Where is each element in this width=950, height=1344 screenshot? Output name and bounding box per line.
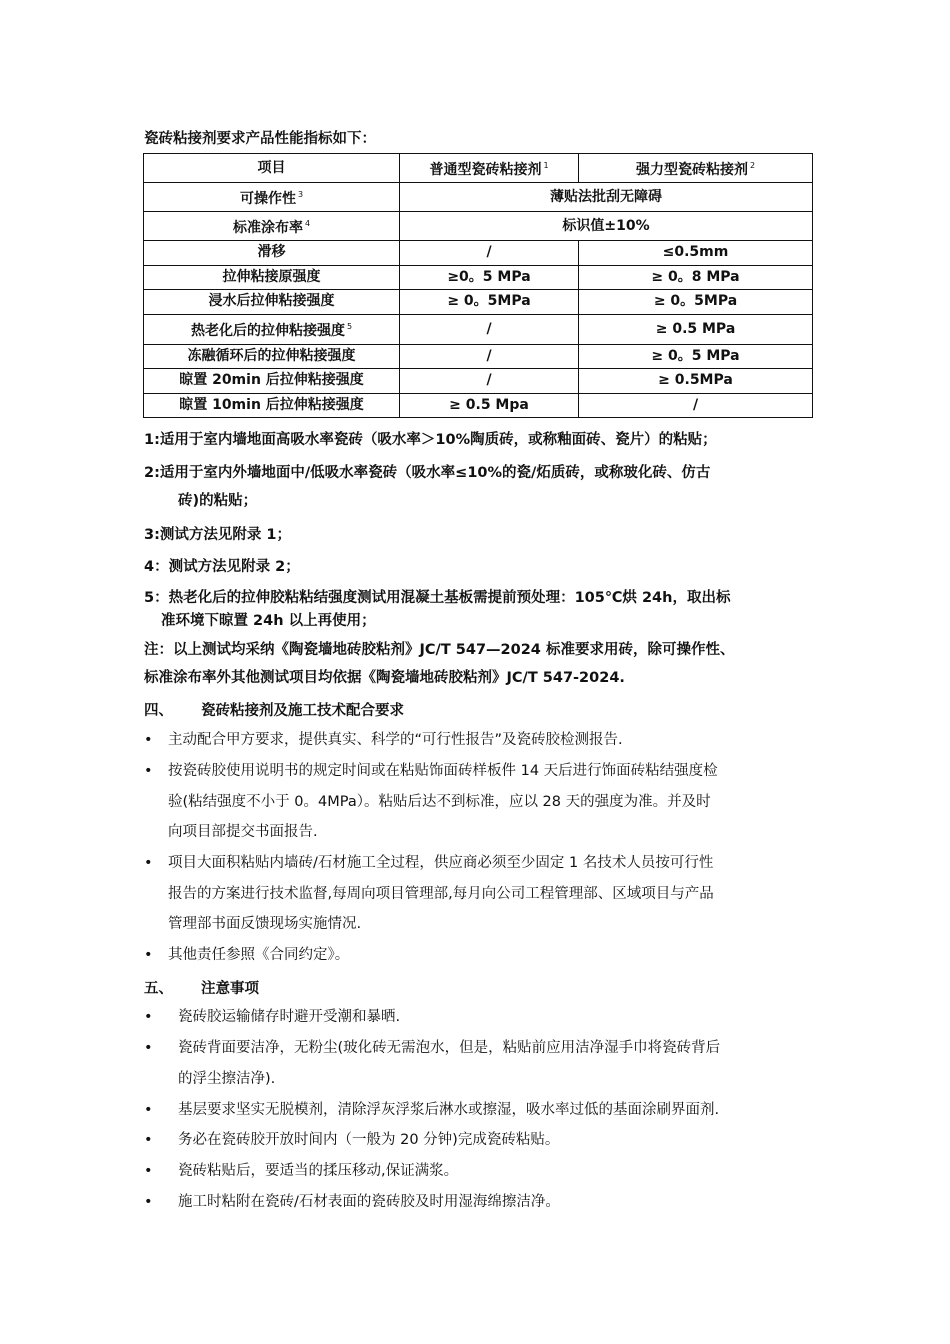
bullet-icon: • — [144, 947, 153, 963]
table-row — [144, 212, 813, 241]
row-item: 可操作性 $^3$ — [144, 183, 400, 212]
row-strong-value: ≥ 0.5MPa — [579, 369, 813, 394]
bullet-icon: • — [144, 732, 153, 748]
list-item: • 按瓷砖胶使用说明书的规定时间或在粘贴饰面砖样板件 14 天后进行饰面砖粘结强度检 验(粘结强度不小于 0。4MPa）。粘贴后达不到标准，应以 28 天的强度为准。并及时 向项目部提交书面报告. — [144, 756, 718, 848]
header-strong: 强力型瓷砖粘接剂 $^2$ — [579, 154, 813, 183]
list-item: • 瓷砖胶运输储存时避开受潮和暴晒. — [144, 1002, 400, 1033]
footnote-3: 3:测试方法见附录 1； — [144, 527, 292, 543]
section-5-title: 注意事项 — [201, 981, 259, 997]
section-4-number: 四、 — [144, 703, 173, 719]
header-normal: 普通型瓷砖粘接剂 $^1$ — [400, 154, 579, 183]
row-item: 浸水后拉伸粘接强度 — [144, 290, 400, 315]
row-strong-value: ≥ 0。5 MPa — [579, 344, 813, 369]
performance-table — [143, 153, 813, 418]
row-strong-value: / — [579, 393, 813, 418]
table-row — [144, 344, 813, 369]
table-row — [144, 369, 813, 394]
row-strong-value: ≤0.5mm — [579, 241, 813, 266]
header-item: 项目 — [144, 154, 400, 183]
footnote-5-line1: 5：热老化后的拉伸胶粘粘结强度测试用混凝土基板需提前预处理：105℃烘 24h，取出标 — [144, 590, 731, 606]
list-item: • 其他责任参照《合同约定》。 — [144, 940, 349, 971]
row-normal-value: / — [400, 344, 579, 369]
row-item: 晾置 20min 后拉伸粘接强度 — [144, 369, 400, 394]
row-merged-value: 标识值±10% — [400, 212, 813, 241]
row-item: 晾置 10min 后拉伸粘接强度 — [144, 393, 400, 418]
list-item: • 主动配合甲方要求，提供真实、科学的“可行性报告”及瓷砖胶检测报告. — [144, 725, 623, 756]
table-row — [144, 393, 813, 418]
row-item: 拉伸粘接原强度 — [144, 265, 400, 290]
row-normal-value: / — [400, 314, 579, 344]
table-row — [144, 241, 813, 266]
bullet-icon: • — [144, 855, 153, 871]
row-item: 冻融循环后的拉伸粘接强度 — [144, 344, 400, 369]
footnote-2-line2: 砖)的粘贴； — [178, 493, 258, 509]
bullet-icon: • — [144, 1132, 153, 1148]
list-item: • 务必在瓷砖胶开放时间内（一般为 20 分钟)完成瓷砖粘贴。 — [144, 1125, 559, 1156]
footnote-2-line1: 2:适用于室内外墙地面中/低吸水率瓷砖（吸水率≤10%的瓷/炻质砖，或称玻化砖、仿古 — [144, 465, 711, 481]
row-normal-value: ≥ 0。5MPa — [400, 290, 579, 315]
row-normal-value: ≥ 0.5 Mpa — [400, 393, 579, 418]
footnote-4: 4：测试方法见附录 2； — [144, 559, 300, 575]
section-5-heading — [144, 977, 259, 998]
row-merged-value: 薄贴法批刮无障碍 — [400, 183, 813, 212]
bullet-icon: • — [144, 1194, 153, 1210]
table-row — [144, 290, 813, 315]
bullet-icon: • — [144, 1102, 153, 1118]
bullet-icon: • — [144, 1040, 153, 1056]
row-normal-value: / — [400, 369, 579, 394]
list-item: • 瓷砖背面要洁净，无粉尘(玻化砖无需泡水，但是，粘贴前应用洁净湿手巾将瓷砖背后 的浮尘擦洁净). — [144, 1033, 720, 1094]
row-strong-value: ≥ 0。5MPa — [579, 290, 813, 315]
list-item: • 基层要求坚实无脱模剂，清除浮灰浮浆后淋水或擦湿，吸水率过低的基面涂刷界面剂. — [144, 1095, 719, 1126]
table-row — [144, 265, 813, 290]
row-strong-value: ≥ 0。8 MPa — [579, 265, 813, 290]
section-4-heading — [144, 699, 404, 720]
list-item: • 瓷砖粘贴后，要适当的揉压移动,保证满浆。 — [144, 1156, 458, 1187]
table-row — [144, 314, 813, 344]
list-item: • 施工时粘附在瓷砖/石材表面的瓷砖胶及时用湿海绵擦洁净。 — [144, 1187, 560, 1218]
section-4-title: 瓷砖粘接剂及施工技术配合要求 — [201, 703, 404, 719]
row-normal-value: / — [400, 241, 579, 266]
table-intro: 瓷砖粘接剂要求产品性能指标如下： — [144, 131, 376, 147]
footnote-1: 1:适用于室内墙地面高吸水率瓷砖（吸水率＞10%陶质砖，或称釉面砖、瓷片）的粘贴； — [144, 432, 717, 448]
standard-note-line1: 注：以上测试均采纳《陶瓷墙地砖胶粘剂》JC/T 547—2024 标准要求用砖，除可操作性、 — [144, 642, 735, 658]
bullet-icon: • — [144, 1163, 153, 1179]
list-item: • 项目大面积粘贴内墙砖/石材施工全过程，供应商必须至少固定 1 名技术人员按可行性 报告的方案进行技术监督,每周向项目管理部,每月向公司工程管理部、区域项目与产品 管理部书面反馈现场实施情况. — [144, 848, 714, 940]
bullet-icon: • — [144, 763, 153, 779]
footnote-5-line2: 准环境下晾置 24h 以上再使用； — [161, 613, 376, 629]
row-item: 滑移 — [144, 241, 400, 266]
row-strong-value: ≥ 0.5 MPa — [579, 314, 813, 344]
section-5-number: 五、 — [144, 981, 173, 997]
row-normal-value: ≥0。5 MPa — [400, 265, 579, 290]
table-row — [144, 183, 813, 212]
row-item: 标准涂布率 $^4$ — [144, 212, 400, 241]
row-item: 热老化后的拉伸粘接强度 $^5$ — [144, 314, 400, 344]
table-header-row — [144, 154, 813, 183]
bullet-icon: • — [144, 1009, 153, 1025]
standard-note-line2: 标准涂布率外其他测试项目均依据《陶瓷墙地砖胶粘剂》JC/T 547-2024. — [144, 670, 625, 686]
